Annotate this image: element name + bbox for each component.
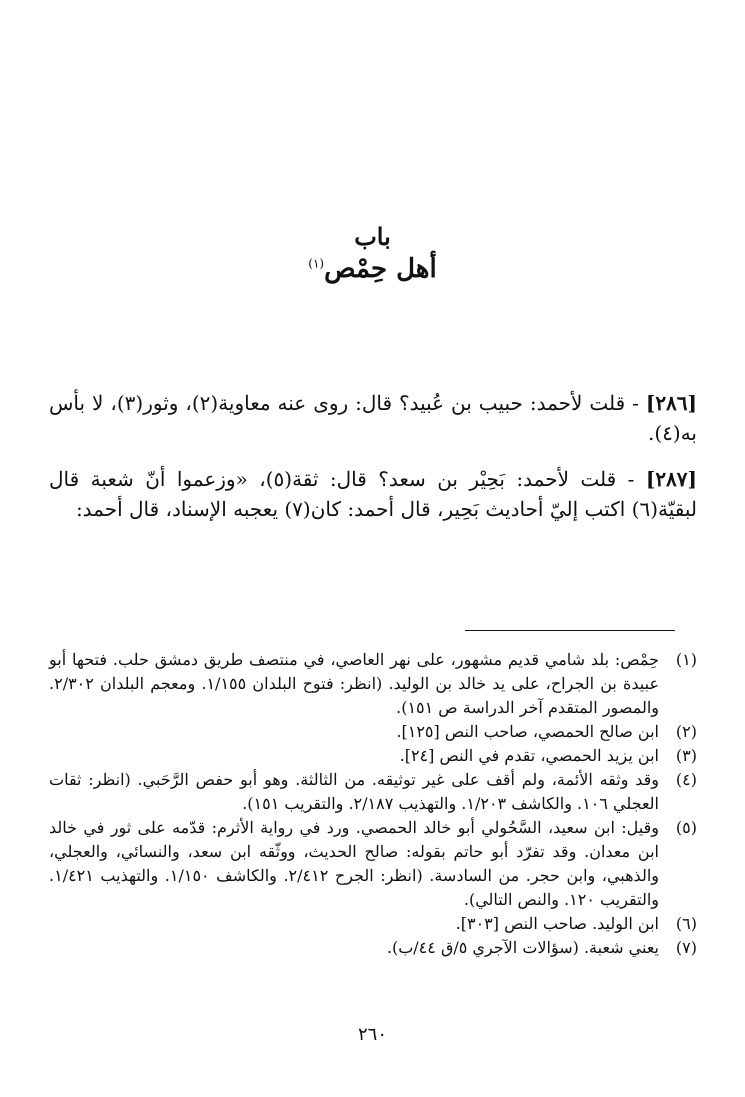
footnote-4 (49, 768, 697, 816)
footnote-divider (465, 630, 675, 631)
entry-287 (49, 464, 697, 524)
footnote-5 (49, 816, 697, 912)
footnote-mark: (٥) (675, 818, 697, 837)
chapter-title (0, 252, 745, 286)
footnote-text: وقد وثقه الأئمة، ولم أقف على غير توثيقه. من الثالثة. وهو أبو حفص الرَّحَبي. (انظر: ثقات العجلي ١٠٦. والكاشف ١/٢٠٣. والتهذيب ٢/١٨٧. والتقريب ١٥١). (49, 770, 659, 813)
footnote-6 (49, 912, 697, 936)
footnote-mark: (٢) (675, 722, 697, 741)
footnote-text: حِمْص: بلد شامي قديم مشهور، على نهر العاصي، في منتصف طريق دمشق حلب. فتحها أبو عبيدة بن الجراح، على يد خالد بن الوليد. (انظر: فتوح البلدان ١/١٥٥. ومعجم البلدان ٢/٣٠٢. والمصور المتقدم آخر الدراسة ص ١٥١). (49, 650, 660, 717)
footnote-mark: (٤) (675, 770, 697, 789)
footnote-mark: (٧) (675, 938, 697, 957)
chapter-label: باب (354, 222, 391, 251)
footnote-1 (49, 648, 697, 720)
footnote-text: ابن صالح الحمصي، صاحب النص [١٢٥]. (396, 722, 659, 741)
footnote-3 (49, 744, 697, 768)
entry-number: [٢٨٦] (645, 391, 698, 415)
page-number: ٢٦٠ (357, 1024, 387, 1045)
main-text (49, 388, 697, 540)
chapter-title-footnote-ref[interactable]: (١) (308, 256, 325, 271)
footnote-mark: (٣) (675, 746, 697, 765)
footnote-2 (49, 720, 697, 744)
footnotes (49, 648, 697, 960)
entry-text: - قلت لأحمد: حبيب بن عُبيد؟ قال: روى عنه معاوية(٢)، وثور(٣)، لا بأس به(٤). (49, 391, 697, 445)
footnote-7 (49, 936, 697, 960)
entry-286 (49, 388, 697, 448)
chapter-heading (0, 222, 745, 286)
footnote-text: وقيل: ابن سعيد، السَّحُولي أبو خالد الحمصي. ورد في رواية الأثرم: قدّمه على ثور في خالد ابن معدان. وقد تفرّد أبو حاتم بقوله: صالح الحديث، ووثّقه ابن سعد، والنسائي، والعجلي، والذهبي، وابن حجر. من السادسة. (انظر: الجرح ٢/٤١٢. والكاشف ١/١٥٠. والتهذيب ١/٤٢١. والتقريب ١٢٠. والنص التالي). (49, 818, 660, 909)
footnote-text: ابن الوليد. صاحب النص [٣٠٣]. (455, 914, 659, 933)
footnote-mark: (١) (675, 650, 697, 669)
entry-number: [٢٨٧] (645, 467, 698, 491)
entry-text: - قلت لأحمد: بَحِيْر بن سعد؟ قال: ثقة(٥)، «وزعموا أنّ شعبة قال لبقيّة(٦) اكتب إليّ أحاديث بَحِير، قال أحمد: كان(٧) يعجبه الإسناد، قال أحمد: (49, 467, 697, 521)
chapter-title-text: أهل حِمْص (324, 254, 437, 284)
footnote-text: يعني شعبة. (سؤالات الآجري ٥/ق ٤٤/ب). (386, 938, 659, 957)
footnote-text: ابن يزيد الحمصي، تقدم في النص [٢٤]. (399, 746, 659, 765)
footnote-mark: (٦) (675, 914, 697, 933)
